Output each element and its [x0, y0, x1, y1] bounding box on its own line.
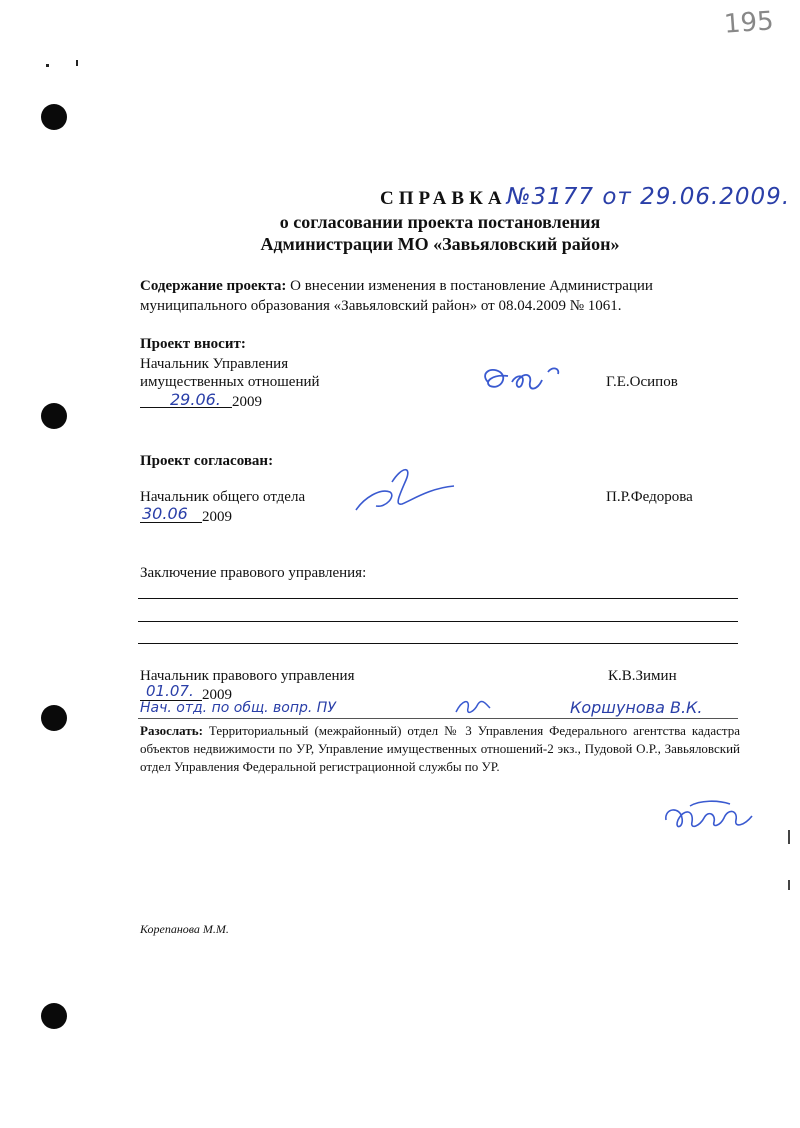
- distribution-label: Разослать:: [140, 723, 203, 738]
- scan-mark: [46, 64, 49, 67]
- submitter-name: Г.Е.Осипов: [606, 374, 678, 390]
- legal-date-year: 2009: [202, 687, 232, 703]
- legal-name: К.В.Зимин: [608, 668, 677, 684]
- submitter-date-handwritten: 29.06.: [170, 390, 221, 409]
- approval-date-handwritten: 30.06: [142, 504, 188, 523]
- scan-mark: [788, 880, 790, 890]
- punch-hole-4: [41, 1003, 67, 1029]
- title-word: СПРАВКА: [380, 188, 507, 209]
- handwritten-position-note: Нач. отд. по общ. вопр. ПУ: [140, 700, 336, 716]
- submitter-position-1: Начальник Управления: [140, 356, 289, 372]
- punch-hole-3: [41, 705, 67, 731]
- content-text-2: муниципального образования «Завьяловский район» от 08.04.2009 № 1061.: [140, 298, 622, 314]
- distribution-text: Территориальный (межрайонный) отдел № 3 Управления Федерального агентства кадастра объектов недвижимости по УР, Управление имущественных отношений-2 экз., Пудовой О.Р., Завьяловский отдел Управления Федеральной регистрационной службы по УР.: [140, 723, 740, 774]
- submitter-heading: Проект вносит:: [140, 336, 246, 352]
- submitter-signature: [478, 360, 578, 400]
- legal-visa-signature: [452, 694, 496, 720]
- distribution-block: [140, 722, 740, 776]
- punch-hole-1: [41, 104, 67, 130]
- page-number-handwritten: 195: [723, 6, 775, 40]
- content-label: Содержание проекта:: [140, 278, 287, 294]
- executor-name: Корепанова М.М.: [140, 922, 229, 936]
- conclusion-line-1: [138, 598, 738, 599]
- punch-hole-2: [41, 403, 67, 429]
- submitter-position-2: имущественных отношений: [140, 374, 320, 390]
- approval-heading: Проект согласован:: [140, 453, 274, 469]
- document-number-handwritten: №3177 от 29.06.2009.: [506, 184, 791, 210]
- approval-name: П.Р.Федорова: [606, 489, 693, 505]
- project-content: [140, 276, 740, 316]
- scan-mark: [76, 60, 78, 66]
- conclusion-line-2: [138, 621, 738, 622]
- scan-mark: [788, 830, 790, 844]
- conclusion-line-3: [138, 643, 738, 644]
- handwritten-visa-name: Коршунова В.К.: [570, 698, 703, 717]
- legal-date-handwritten: 01.07.: [146, 682, 194, 700]
- visa-underline: [138, 718, 738, 719]
- document-title: [380, 184, 790, 210]
- approval-date-year: 2009: [202, 509, 232, 525]
- title-line-2: о согласовании проекта постановления: [279, 212, 601, 232]
- registration-signature: [660, 796, 760, 840]
- legal-conclusion-label: Заключение правового управления:: [140, 565, 367, 581]
- approval-position: Начальник общего отдела: [140, 489, 306, 505]
- title-line-3: Администрации МО «Завьяловский район»: [260, 234, 620, 254]
- submitter-date-year: 2009: [232, 394, 262, 410]
- legal-position: Начальник правового управления: [140, 668, 355, 684]
- content-text-1: О внесении изменения в постановление Администрации: [286, 278, 653, 294]
- approval-signature: [350, 458, 460, 522]
